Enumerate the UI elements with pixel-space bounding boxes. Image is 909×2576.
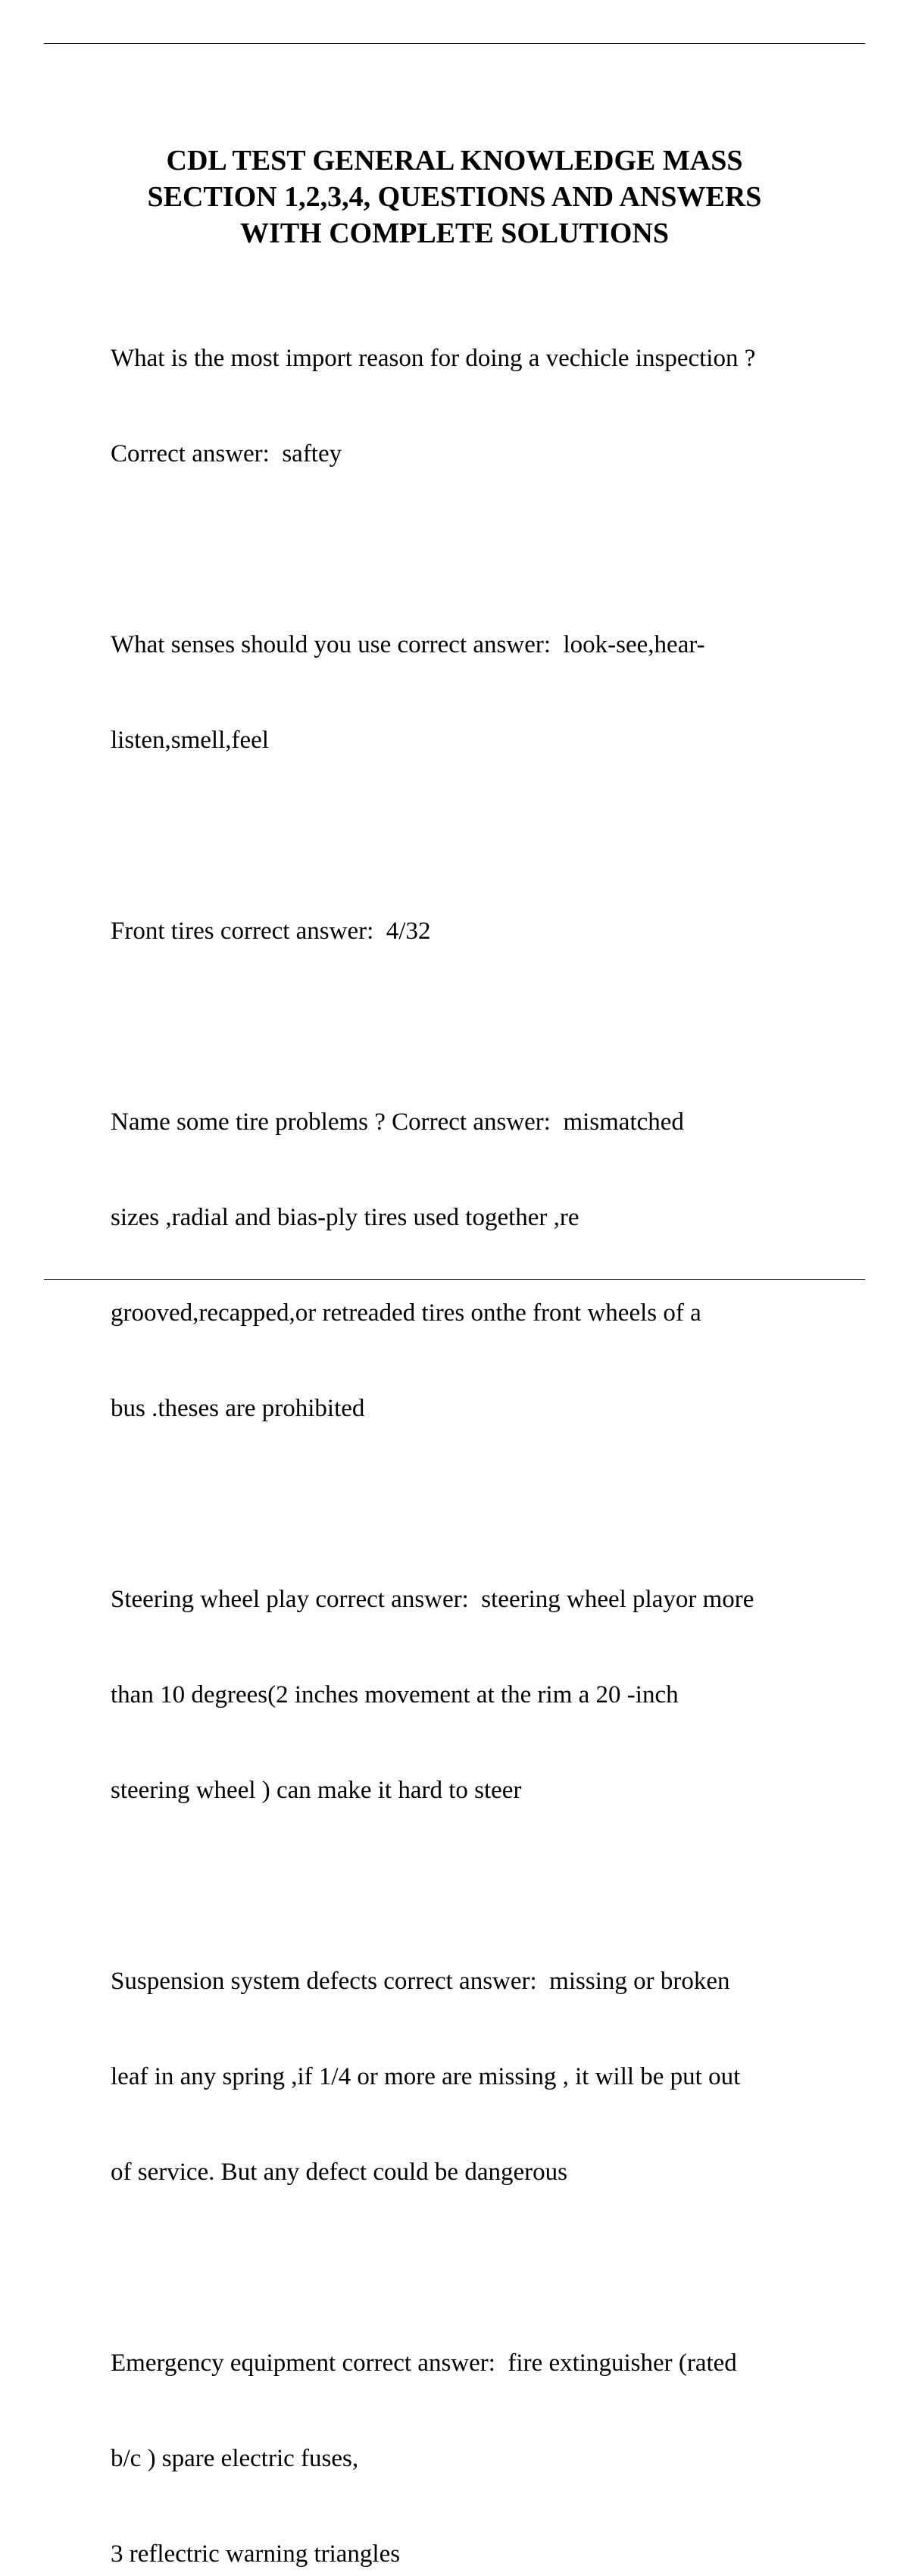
title-line: WITH COMPLETE SOLUTIONS bbox=[240, 217, 669, 249]
qa-item-steering-play bbox=[111, 1520, 830, 1870]
qa-line: of service. But any defect could be dangerous bbox=[111, 2159, 567, 2186]
title-line: SECTION 1,2,3,4, QUESTIONS AND ANSWERS bbox=[147, 181, 762, 213]
qa-line: Suspension system defects correct answer: missing or broken bbox=[111, 1968, 730, 1995]
qa-item-emergency-equipment bbox=[111, 2284, 830, 2576]
qa-item-inspection-reason bbox=[111, 279, 830, 533]
qa-line: Front tires correct answer: 4/32 bbox=[111, 918, 431, 945]
qa-item-senses bbox=[111, 565, 830, 820]
qa-line: steering wheel ) can make it hard to steer bbox=[111, 1777, 522, 1804]
qa-line: Correct answer: saftey bbox=[111, 440, 342, 467]
qa-item-front-tires bbox=[111, 852, 830, 1011]
qa-line: What is the most import reason for doing a vechicle inspection ? bbox=[111, 345, 756, 372]
qa-line: than 10 degrees(2 inches movement at the rim a 20 -inch bbox=[111, 1681, 679, 1708]
qa-line: Name some tire problems ? Correct answer: mismatched bbox=[111, 1108, 684, 1136]
qa-line: What senses should you use correct answer: look-see,hear- bbox=[111, 631, 705, 658]
bottom-divider bbox=[44, 1279, 865, 1280]
qa-line: Steering wheel play correct answer: steering wheel playor more bbox=[111, 1586, 754, 1613]
qa-item-tire-problems bbox=[111, 1043, 830, 1488]
document-title bbox=[76, 142, 833, 252]
qa-line: grooved,recapped,or retreaded tires onthe front wheels of a bbox=[111, 1299, 701, 1327]
qa-line: 3 reflectric warning triangles bbox=[111, 2540, 401, 2568]
top-divider bbox=[44, 43, 865, 44]
qa-line: leaf in any spring ,if 1/4 or more are missing , it will be put out bbox=[111, 2063, 741, 2090]
title-line: CDL TEST GENERAL KNOWLEDGE MASS bbox=[166, 145, 743, 177]
document-body bbox=[111, 279, 830, 2576]
qa-line: b/c ) spare electric fuses, bbox=[111, 2445, 359, 2472]
qa-item-suspension-defects bbox=[111, 1902, 830, 2252]
qa-line: listen,smell,feel bbox=[111, 727, 269, 754]
qa-line: Emergency equipment correct answer: fire extinguisher (rated bbox=[111, 2349, 737, 2377]
qa-line: sizes ,radial and bias-ply tires used together ,re bbox=[111, 1204, 579, 1231]
qa-line: bus .theses are prohibited bbox=[111, 1395, 365, 1422]
